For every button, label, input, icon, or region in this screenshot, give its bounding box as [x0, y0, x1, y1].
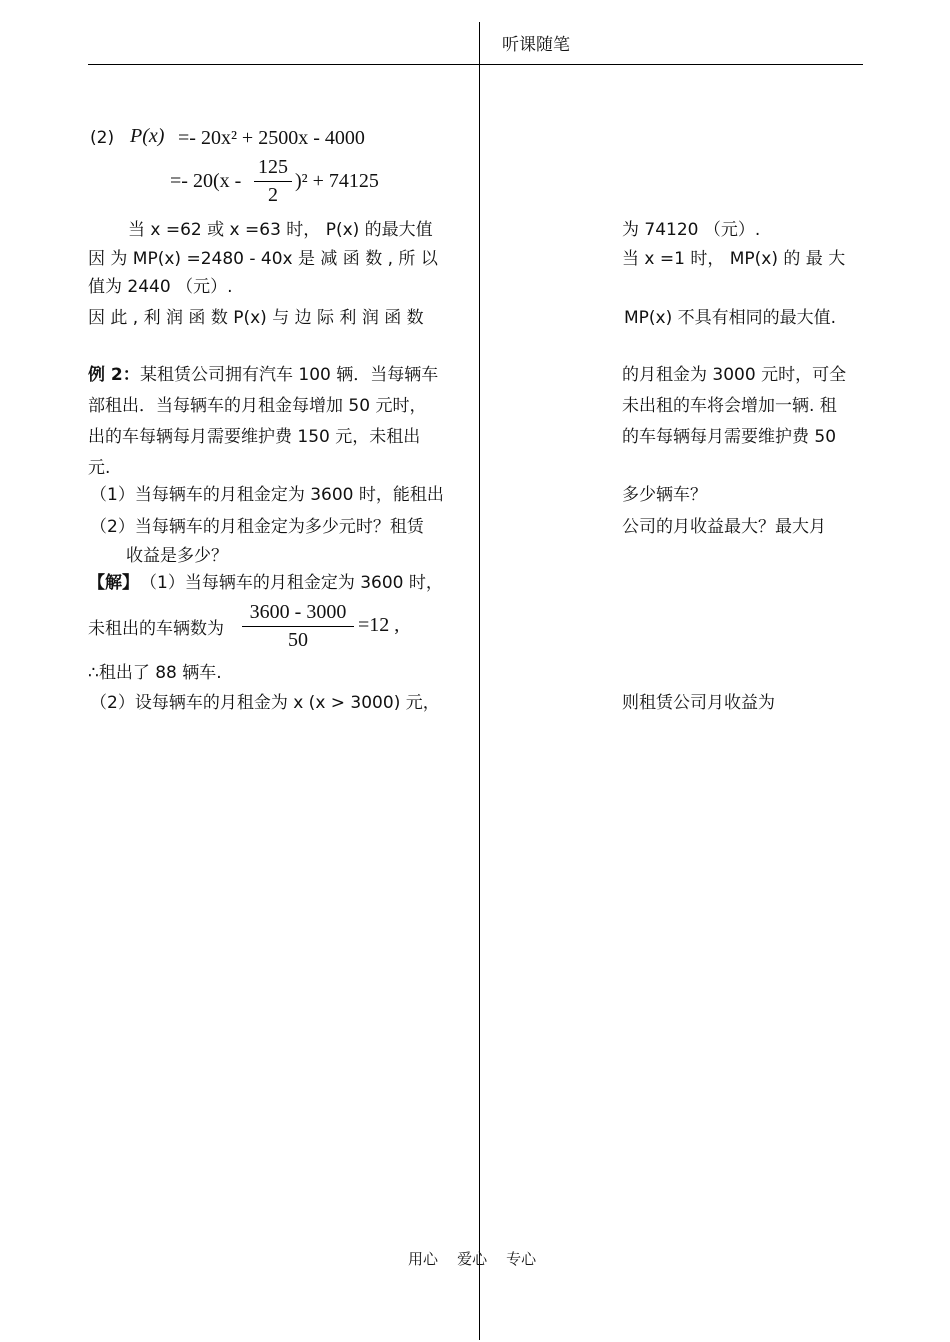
solution-fraction-bar — [242, 626, 354, 627]
column-divider — [479, 22, 480, 1340]
part2-line3-right: 为 74120 （元）. — [622, 220, 761, 240]
solution-step1: （1）当每辆车的月租金定为 3600 时， — [140, 573, 443, 593]
part2-line6-right: MP(x) 不具有相同的最大值. — [624, 308, 837, 328]
part2-line4-right: 当 x =1 时， MP(x) 的 最 大 — [622, 249, 846, 269]
eq2-fraction — [254, 156, 292, 207]
part2-line6-left: 因 此 , 利 润 函 数 P(x) 与 边 际 利 润 函 数 — [88, 308, 424, 328]
solution-step3: ∴租出了 88 辆车. — [88, 663, 222, 683]
eq2-part-b: )² + 74125 — [295, 170, 379, 192]
part2-label: (2) — [90, 128, 115, 148]
example2-line3-left: 出的车每辆每月需要维护费 150 元，未租出 — [88, 427, 421, 447]
question2-left: （2）当每辆车的月租金定为多少元时？租赁 — [90, 517, 424, 537]
example2-line2-left: 部租出．当每辆车的月租金每增加 50 元时， — [88, 396, 427, 416]
part2-line3-left: 当 x =62 或 x =63 时， P(x) 的最大值 — [128, 220, 433, 240]
solution-numerator: 3600 - 3000 — [249, 601, 347, 623]
solution-fraction — [242, 601, 354, 652]
solution-step4-left: （2）设每辆车的月租金为 x (x > 3000) 元， — [90, 693, 440, 713]
solution-step2-prefix: 未租出的车辆数为 — [88, 619, 224, 639]
eq1-rhs: =- 20x² + 2500x - 4000 — [178, 127, 365, 149]
example2-line1-left: 某租赁公司拥有汽车 100 辆．当每辆车 — [140, 365, 439, 385]
question2-continued: 收益是多少？ — [126, 546, 228, 566]
header-rule — [88, 64, 863, 65]
fraction-bar — [254, 181, 292, 182]
example2-line4-left: 元. — [88, 458, 111, 478]
solution-step2-result: =12 , — [358, 614, 400, 636]
eq2-part-a: =- 20(x - — [170, 170, 242, 192]
eq2-numerator: 125 — [258, 156, 288, 178]
footer-text: 用心 爱心 专心 — [408, 1250, 537, 1268]
question1-left: （1）当每辆车的月租金定为 3600 时，能租出 — [90, 485, 444, 505]
part2-line4-left: 因 为 MP(x) =2480 - 40x 是 减 函 数 , 所 以 — [88, 249, 438, 269]
side-title: 听课随笔 — [502, 35, 570, 55]
question2-right: 公司的月收益最大？最大月 — [622, 517, 826, 537]
solution-denominator: 50 — [288, 629, 308, 651]
example2-line3-right: 的车每辆每月需要维护费 50 — [622, 427, 837, 447]
eq1-lhs: P(x) — [130, 125, 165, 147]
part2-line5-left: 值为 2440 （元）. — [88, 277, 233, 297]
example2-label: 例 2： — [88, 365, 140, 385]
solution-label: 【解】 — [88, 573, 139, 593]
eq2-denominator: 2 — [268, 184, 278, 206]
solution-step4-right: 则租赁公司月收益为 — [622, 693, 775, 713]
example2-line2-right: 未出租的车将会增加一辆. 租 — [622, 396, 837, 416]
question1-right: 多少辆车？ — [622, 485, 707, 505]
example2-line1-right: 的月租金为 3000 元时，可全 — [622, 365, 847, 385]
